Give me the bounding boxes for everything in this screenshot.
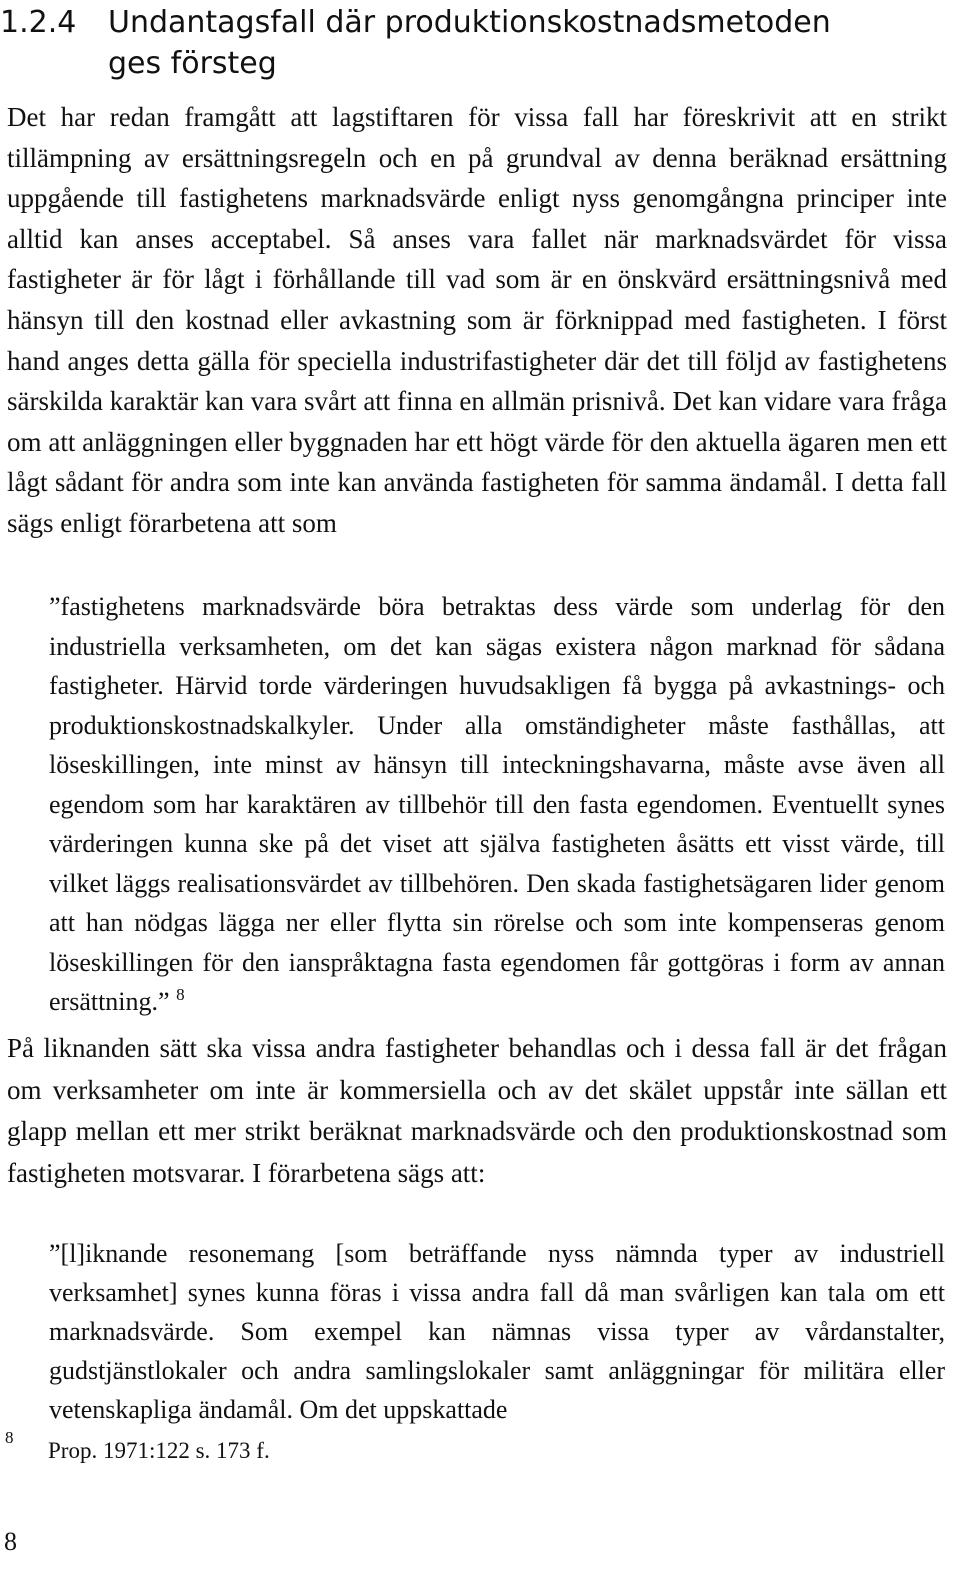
section-heading: [0, 2, 960, 84]
body-paragraph-2: På liknanden sätt ska vissa andra fastigheter behandlas och i dessa fall är det frågan om verksamheter om inte är kommersiella och av det skälet uppstår inte sällan ett glapp mellan ett mer strikt beräknat marknadsvärde och den produktionskostnad som fastigheten motsvarar. I förarbetena sägs att:: [7, 1033, 947, 1188]
block-quote-2: ”[l]iknande resonemang [som beträffande nyss nämnda typer av industriell verksamhet] synes kunna föras i vissa andra fall då man svårligen kan tala om ett marknadsvärde. Som exempel kan nämnas vissa typer av vårdanstalter, gudstjänstlokaler och andra samlingslokaler samt anläggningar för militära eller vetenskapliga ändamål. Om det uppskattade: [49, 1239, 945, 1424]
footnote-reference[interactable]: 8: [176, 985, 185, 1004]
block-quote-1-text: ”fastighetens marknadsvärde böra betraktas dess värde som underlag för den industriella verksamheten, om det kan sägas existera någon marknad för sådana fastigheter. Härvid torde värderingen huvudsakligen få bygga på avkastnings- och produktionskostnadskalkyler. Under alla omständigheter måste fasthållas, att löseskillingen, inte minst av hänsyn till inteckningshavarna, måste avse även all egendom som har karaktären av tillbehör till den fasta egendomen. Eventuellt synes värderingen kunna ske på det viset att själva fastigheten åsätts ett visst värde, till vilket läggs realisationsvärdet av tillbehören. Den skada fastighetsägaren lider genom att han nödgas lägga ner eller flytta sin rörelse och som inte kompenseras genom löseskillingen för den ianspråktagna fasta egendomen får gottgöras i form av annan ersättning.”: [49, 592, 945, 1016]
page-number: 8: [4, 1527, 17, 1556]
section-number: 1.2.4: [0, 5, 77, 40]
section-title-line2: ges försteg: [108, 46, 277, 81]
section-title-line1: Undantagsfall där produktionskostnadsmetoden: [108, 5, 831, 40]
footnote-text: Prop. 1971:122 s. 173 f.: [48, 1438, 270, 1463]
block-quote-1: [49, 587, 945, 1022]
footnote-number: 8: [5, 1428, 14, 1447]
body-paragraph-1: Det har redan framgått att lagstiftaren för vissa fall har föreskrivit att en strikt tillämpning av ersättningsregeln och en på grundval av denna beräknad ersättning uppgående till fastighetens marknadsvärde enligt nyss genomgångna principer inte alltid kan anses acceptabel. Så anses vara fallet när marknadsvärdet för vissa fastigheter är för lågt i förhållande till vad som är en önskvärd ersättningsnivå med hänsyn till den kostnad eller avkastning som är förknippad med fastigheten. I först hand anges detta gälla för speciella industrifastigheter där det till följd av fastighetens särskilda karaktär kan vara svårt att finna en allmän prisnivå. Det kan vidare vara fråga om att anläggningen eller byggnaden har ett högt värde för den aktuella ägaren men ett lågt sådant för andra som inte kan använda fastigheten för samma ändamål. I detta fall sägs enligt förarbetena att som: [7, 102, 947, 538]
